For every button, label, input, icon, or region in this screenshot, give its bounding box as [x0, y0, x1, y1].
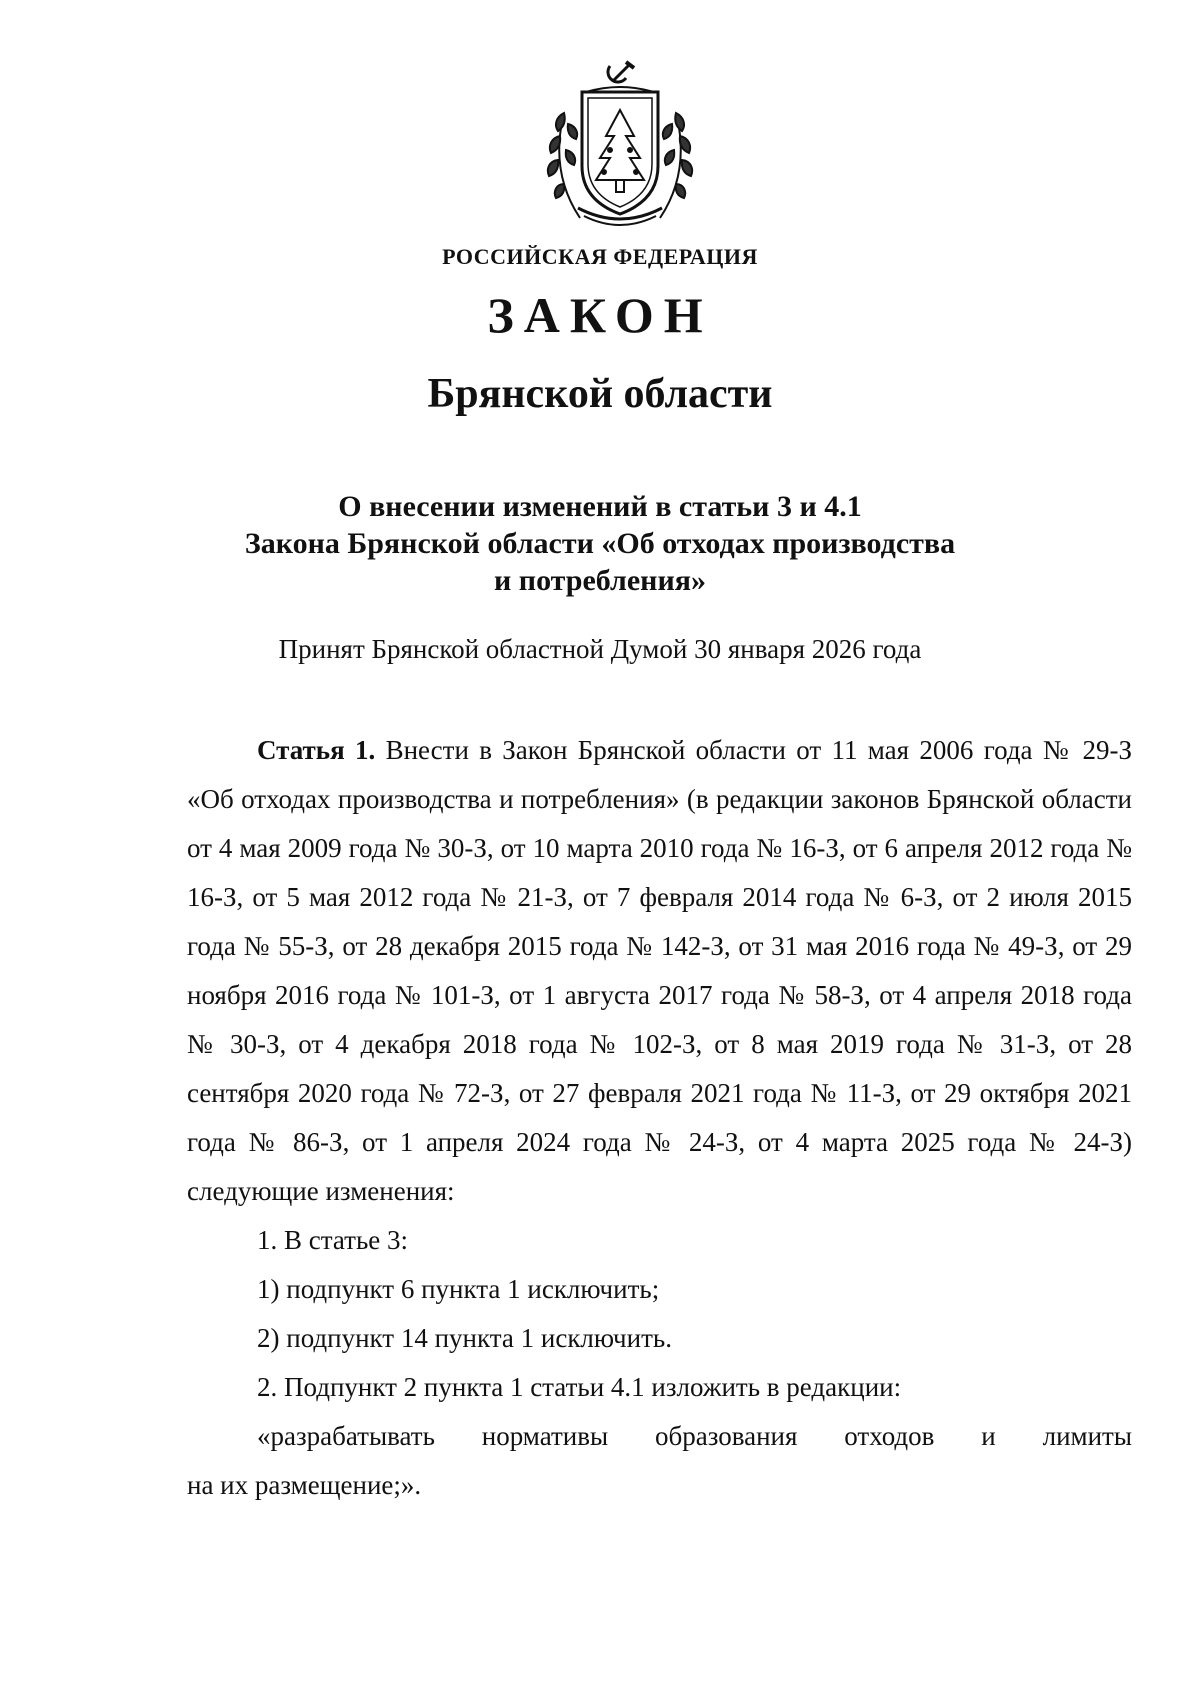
adoption-note: Принят Брянской областной Думой 30 января 2026 года [278, 634, 922, 664]
country-heading: РОССИЙСКАЯ ФЕДЕРАЦИЯ [442, 244, 758, 269]
law-title-line: и потребления» [494, 564, 706, 597]
coat-of-arms-emblem [540, 58, 700, 233]
article-body [187, 726, 1132, 1510]
law-title-line: Закона Брянской области «Об отходах производства [244, 527, 956, 560]
law-title-line: О внесении изменений в статьи 3 и 4.1 [338, 490, 862, 523]
list-item: 1) подпункт 6 пункта 1 исключить; [257, 1274, 660, 1304]
article-1-paragraph [187, 726, 1132, 1216]
law-title [0, 488, 1200, 599]
list-item: 2) подпункт 14 пункта 1 исключить. [257, 1323, 672, 1353]
article-label: Статья 1. [257, 735, 376, 765]
quote-line: «разрабатывать нормативы образования отходов и лимиты [257, 1421, 1132, 1451]
quote-line: на их размещение;». [187, 1470, 422, 1500]
article-text: Внести в Закон Брянской области от 11 мая 2006 года № 29-З «Об отходах производства и потребления» (в редакции законов Брянской области от 4 мая 2009 года № 30-З, от 10 марта 2010 года № 16-З, от 6 апреля 2012 года № 16-З, от 5 мая 2012 года № 21-З, от 7 февраля 2014 года № 6-З, от 2 июля 2015 года № 55-З, от 28 декабря 2015 года № 142-З, от 31 мая 2016 года № 49-З, от 29 ноября 2016 года № 101-З, от 1 августа 2017 года № 58-З, от 4 апреля 2018 года № 30-З, от 4 декабря 2018 года № 102-З, от 8 мая 2019 года № 31-З, от 28 сентября 2020 года № 72-З, от 27 февраля 2021 года № 11-З, от 29 октября 2021 года № 86-З, от 1 апреля 2024 года № 24-З, от 4 марта 2025 года № 24-З) следующие изменения: [187, 735, 1132, 1206]
list-item: 1. В статье 3: [257, 1225, 409, 1255]
document-type-heading: ЗАКОН [487, 287, 713, 343]
region-heading: Брянской области [427, 371, 773, 417]
list-item: 2. Подпункт 2 пункта 1 статьи 4.1 изложить в редакции: [257, 1372, 902, 1402]
